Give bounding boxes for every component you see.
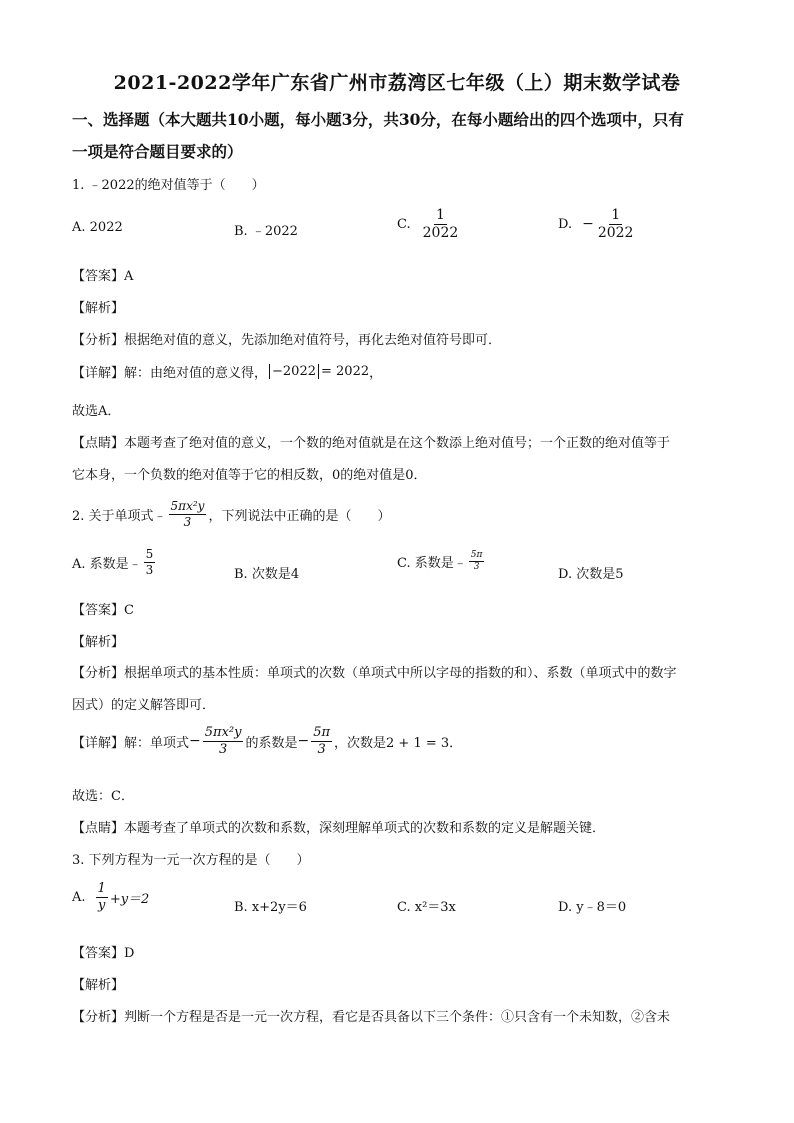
q3-option-b: B. x+2y＝6 <box>234 900 307 915</box>
fraction-numerator: 5πx²y <box>170 499 205 513</box>
q1-option-b: B. ﹣2022 <box>234 224 298 239</box>
q2-detail-middle: 的系数是 <box>245 735 298 751</box>
q1-option-c-fraction <box>421 208 461 240</box>
q1-detail-equation: = 2022 <box>321 364 370 379</box>
q2-stem <box>72 500 390 528</box>
q3-analysis-heading: 【解析】 <box>72 978 125 993</box>
q1-detail-absolute-value: −2022 <box>269 364 319 379</box>
q1-stem: 1. ﹣2022的绝对值等于（ ） <box>72 178 265 193</box>
q2-detail-prefix: 【详解】解：单项式 <box>72 735 190 751</box>
q3-option-a-fraction <box>96 882 108 912</box>
q2-detail-fraction2 <box>311 726 332 756</box>
q3-option-a-rest: +y＝2 <box>109 891 150 907</box>
q2-option-a <box>72 548 157 576</box>
q3-option-a-label: A. <box>72 889 86 905</box>
q1-option-c-label: C. <box>397 216 411 232</box>
fraction-numerator: 1 <box>435 207 445 223</box>
q3-analysis: 【分析】判断一个方程是否是一元一次方程，看它是否具备以下三个条件：①只含有一个未知数，②含未 <box>72 1010 671 1025</box>
q2-option-a-fraction <box>144 548 156 576</box>
q1-option-d-fraction <box>596 208 636 240</box>
page-title: 2021-2022学年广东省广州市荔湾区七年级（上）期末数学试卷 <box>113 72 681 94</box>
q3-option-d: D. y﹣8＝0 <box>558 900 627 915</box>
q3-answer: 【答案】D <box>72 946 135 961</box>
q1-conclusion: 故选A． <box>72 404 121 419</box>
q1-detail <box>72 362 382 381</box>
q1-analysis: 【分析】根据绝对值的意义，先添加绝对值符号，再化去绝对值符号即可． <box>72 333 502 348</box>
fraction-denominator: 3 <box>145 562 154 577</box>
q2-detail-suffix: ，次数是2 + 1 = 3． <box>334 735 463 751</box>
q1-comment-line2: 它本身，一个负数的绝对值等于它的相反数，0的绝对值是0． <box>72 468 427 483</box>
q1-option-d-label: D. <box>558 216 573 232</box>
q3-option-c: C. x²＝3x <box>397 900 456 915</box>
fraction-denominator: 3 <box>218 741 228 757</box>
q1-option-d <box>558 208 637 240</box>
q1-analysis-heading: 【解析】 <box>72 301 125 316</box>
q2-option-c <box>397 551 486 573</box>
fraction-numerator: 5π <box>313 725 331 740</box>
fraction-denominator: 2022 <box>422 224 459 241</box>
fraction-numerator: 5π <box>469 551 485 562</box>
q1-detail-end: ， <box>369 366 383 381</box>
q1-comment-line1: 【点睛】本题考查了绝对值的意义，一个数的绝对值就是在这个数添上绝对值号；一个正数的绝对值等于 <box>72 436 671 451</box>
q2-analysis-line2: 因式）的定义解答即可． <box>72 698 216 713</box>
q2-comment: 【点睛】本题考查了单项式的次数和系数，深刻理解单项式的次数和系数的定义是解题关键． <box>72 821 606 836</box>
q2-option-d: D. 次数是5 <box>558 567 624 582</box>
q2-detail-sign2: − <box>297 733 310 750</box>
q2-detail-fraction1 <box>203 726 244 756</box>
q1-answer: 【答案】A <box>72 269 134 284</box>
q2-detail <box>72 726 462 756</box>
section-heading-line2: 一项是符合题目要求的） <box>72 142 243 161</box>
q1-option-d-sign: − <box>582 216 594 233</box>
q2-answer: 【答案】C <box>72 603 134 618</box>
q2-stem-fraction <box>169 500 207 528</box>
section-heading-line1: 一、选择题（本大题共10小题，每小题3分，共30分，在每小题给出的四个选项中，只有 <box>72 110 684 129</box>
q2-option-b: B. 次数是4 <box>234 567 300 582</box>
q1-option-c <box>397 208 462 240</box>
q3-option-a <box>72 882 149 912</box>
q2-detail-sign1: − <box>189 733 201 750</box>
q2-option-a-label: A. 系数是﹣ <box>72 556 142 572</box>
fraction-denominator: 3 <box>473 562 480 573</box>
q2-option-c-fraction <box>469 551 485 573</box>
q2-analysis-heading: 【解析】 <box>72 635 125 650</box>
fraction-denominator: 3 <box>317 741 326 757</box>
fraction-denominator: 2022 <box>597 224 634 241</box>
q2-analysis-line1: 【分析】根据单项式的基本性质：单项式的次数（单项式中所以字母的指数的和）、系数（单项式中的数字 <box>72 666 677 681</box>
q2-stem-suffix: ，下列说法中正确的是（ ） <box>208 508 391 524</box>
q2-conclusion: 故选：C． <box>72 789 134 804</box>
q3-stem: 3. 下列方程为一元一次方程的是（ ） <box>72 853 310 868</box>
fraction-numerator: 1 <box>611 207 621 223</box>
q2-stem-prefix: 2. 关于单项式﹣ <box>72 508 167 524</box>
q1-detail-prefix: 【详解】解：由绝对值的意义得， <box>72 366 268 381</box>
q2-option-c-label: C. 系数是﹣ <box>397 556 467 572</box>
q1-option-a: A. 2022 <box>72 220 123 235</box>
fraction-numerator: 1 <box>97 881 106 896</box>
fraction-denominator: y <box>97 897 106 913</box>
fraction-denominator: 3 <box>183 514 192 529</box>
fraction-numerator: 5πx²y <box>204 725 242 740</box>
fraction-numerator: 5 <box>145 547 154 561</box>
